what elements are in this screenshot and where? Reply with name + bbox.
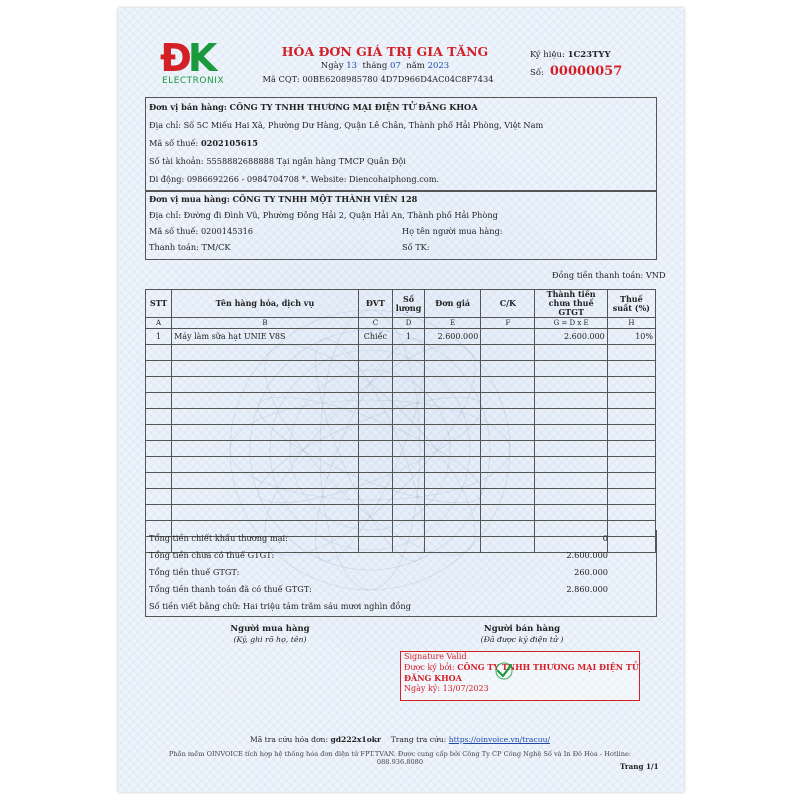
checkmark-icon — [494, 661, 514, 681]
col-code: G = D x E — [535, 318, 607, 329]
currency-label: Đồng tiền thanh toán: VND — [552, 270, 666, 280]
seller-name: Đơn vị bán hàng: CÔNG TY TNHH THƯƠNG MẠI ĐIỆN TỬ ĐĂNG KHOA — [149, 102, 478, 112]
table-row-empty — [146, 377, 656, 393]
cell-amount: 2.600.000 — [535, 329, 607, 345]
invoice-title: HÓA ĐƠN GIÁ TRỊ GIA TĂNG — [281, 44, 489, 59]
seller-address: Địa chỉ: Số 5C Miếu Hai Xã, Phường Dư Hàng, Quận Lê Chân, Thành phố Hải Phòng, Việt Nam — [149, 120, 544, 130]
signature-date: Ngày ký: 13/07/2023 — [404, 684, 489, 693]
table-row-empty — [146, 473, 656, 489]
discount-total-value: 0 — [602, 533, 608, 543]
table-code-row — [146, 318, 656, 329]
cell-unit: Chiếc — [358, 329, 392, 345]
col-header: Đơn giá — [425, 290, 481, 318]
cell-tax-rate: 10% — [607, 329, 655, 345]
col-header: ĐVT — [358, 290, 392, 318]
digital-signature-box[interactable] — [400, 651, 640, 701]
seller-section — [145, 97, 657, 192]
table-row-empty — [146, 505, 656, 521]
lookup-link[interactable]: https://oinvoice.vn/tracuu/ — [448, 735, 551, 744]
buyer-tax-code: Mã số thuế: 0200145316 — [149, 226, 254, 236]
cell-quantity: 1 — [392, 329, 424, 345]
col-header: Tên hàng hóa, dịch vụ — [172, 290, 359, 318]
table-row — [146, 329, 656, 345]
seller-signature-note: (Đã được ký điện tử ) — [480, 635, 564, 644]
buyer-person-label: Họ tên người mua hàng: — [402, 226, 503, 236]
vat-total-value: 260.000 — [574, 567, 608, 577]
col-header: Thuế suất (%) — [607, 290, 655, 318]
company-logo: ĐK ELECTRONIX — [160, 36, 225, 86]
cell-unit-price: 2.600.000 — [425, 329, 481, 345]
provider-info: Phần mềm OINVOICE tích hợp hệ thống hóa đơn điện tử FPT.TVAN. Được cung cấp bởi Công Ty CP Công Nghệ Số và In Đô Hòa - Hotline: 088.936.8080 — [168, 750, 632, 766]
col-header: C/K — [481, 290, 535, 318]
pretax-total-label: Tổng tiền chưa có thuế GTGT: — [149, 550, 275, 560]
grand-total-value: 2.860.000 — [566, 584, 608, 594]
col-code: D — [392, 318, 424, 329]
col-code: F — [481, 318, 535, 329]
invoice-date: Ngày 13 tháng 07 năm 2023 — [320, 61, 450, 71]
page-number: Trang 1/1 — [620, 762, 659, 771]
discount-total-label: Tổng tiền chiết khấu thương mại: — [149, 533, 288, 543]
col-code: H — [607, 318, 655, 329]
table-row-empty — [146, 441, 656, 457]
grand-total-label: Tổng tiền thanh toán đã có thuế GTGT: — [149, 584, 312, 594]
seller-account: Số tài khoản: 5558882688888 Tại ngân hàng TMCP Quân Đội — [149, 156, 406, 166]
items-table — [145, 289, 656, 553]
tax-authority-code: Mã CQT: 00BE6208985780 4D7D966D4AC04C8F7434 — [262, 74, 494, 84]
signature-signer: Được ký bởi: CÔNG TY TNHH THƯƠNG MẠI ĐIỆN TỬ ĐĂNG KHOA — [404, 662, 639, 683]
seller-phone: Di động: 0986692266 - 0984704708 *. Website: Diencohaiphong.com. — [149, 174, 440, 184]
col-code: A — [146, 318, 172, 329]
logo-subtitle: ELECTRONIX — [162, 76, 225, 86]
table-row-empty — [146, 425, 656, 441]
pretax-total-value: 2.600.000 — [566, 550, 608, 560]
buyer-address: Địa chỉ: Đường đi Đình Vũ, Phường Đông Hải 2, Quận Hải An, Thành phố Hải Phòng — [149, 210, 498, 220]
col-header: Số lượng — [392, 290, 424, 318]
col-header: STT — [146, 290, 172, 318]
invoice-number: Số: 00000057 — [530, 64, 623, 79]
cell-discount — [481, 329, 535, 345]
seller-tax-code: Mã số thuế: 0202105615 — [149, 138, 258, 148]
buyer-signature-note: (Ký, ghi rõ họ, tên) — [233, 635, 307, 644]
lookup-info: Mã tra cứu hóa đơn: gd222x1okr Trang tra cứu: https://oinvoice.vn/tracuu/ — [249, 735, 551, 744]
table-row-empty — [146, 409, 656, 425]
buyer-account-label: Số TK: — [402, 242, 430, 252]
table-row-empty — [146, 457, 656, 473]
seller-signature-title: Người bán hàng — [483, 624, 561, 634]
buyer-section — [145, 190, 657, 260]
col-code: C — [358, 318, 392, 329]
col-code: E — [425, 318, 481, 329]
invoice-symbol: Ký hiệu: 1C23TYY — [530, 50, 611, 60]
signature-valid-text: Signature Valid — [404, 652, 467, 661]
table-row-empty — [146, 393, 656, 409]
totals-section — [145, 530, 657, 617]
col-header: Thành tiền chưa thuế GTGT — [535, 290, 607, 318]
buyer-payment: Thanh toán: TM/CK — [149, 242, 231, 252]
col-code: B — [172, 318, 359, 329]
amount-in-words: Số tiền viết bằng chữ: Hai triệu tám trăm sáu mươi nghìn đồng — [149, 601, 411, 611]
table-row-empty — [146, 361, 656, 377]
table-row-empty — [146, 489, 656, 505]
buyer-name: Đơn vị mua hàng: CÔNG TY TNHH MỘT THÀNH VIÊN 128 — [149, 194, 418, 204]
table-row-empty — [146, 345, 656, 361]
cell-stt: 1 — [146, 329, 172, 345]
cell-item-name: Máy làm sữa hạt UNIE V8S — [172, 329, 359, 345]
buyer-signature-title: Người mua hàng — [230, 624, 310, 634]
table-header-row — [146, 290, 656, 318]
vat-total-label: Tổng tiền thuế GTGT: — [149, 567, 240, 577]
